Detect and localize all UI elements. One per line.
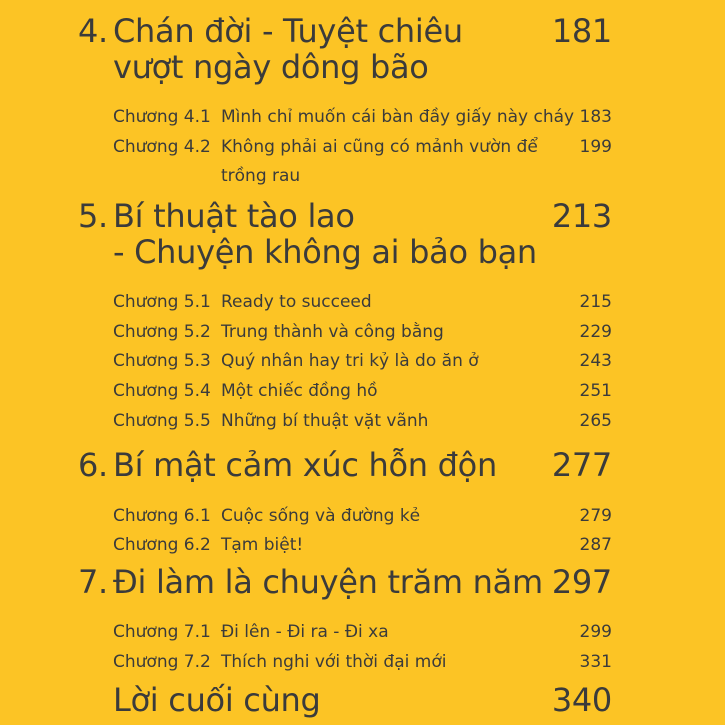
chapter-title: Cuộc sống và đường kẻ (221, 506, 421, 526)
part-page-number: 213 (551, 197, 612, 235)
chapter-label: Chương 7.1 (113, 622, 211, 642)
part-number: 6. (78, 446, 108, 484)
chapter-title: Một chiếc đồng hồ (221, 381, 378, 401)
chapter-page-number: 265 (579, 411, 612, 431)
chapter-page-number: 279 (579, 506, 612, 526)
chapter-label: Chương 5.4 (113, 381, 211, 401)
chapter-label: Chương 5.3 (113, 351, 211, 371)
epilogue-page-number: 340 (551, 681, 612, 719)
chapter-title: Tạm biệt! (221, 535, 304, 555)
chapter-title: Ready to succeed (221, 292, 372, 312)
part-page-number: 181 (551, 12, 612, 50)
chapter-page-number: 251 (579, 381, 612, 401)
chapter-label: Chương 7.2 (113, 652, 211, 672)
chapter-title: Mình chỉ muốn cái bàn đầy giấy này cháy (221, 107, 575, 127)
part-number: 4. (78, 12, 108, 50)
part-number: 7. (78, 563, 108, 601)
part-title-line2: vượt ngày dông bão (113, 48, 429, 86)
chapter-title: Quý nhân hay tri kỷ là do ăn ở (221, 351, 479, 371)
chapter-page-number: 243 (579, 351, 612, 371)
chapter-page-number: 183 (579, 107, 612, 127)
part-title: Bí thuật tào lao (113, 197, 355, 235)
part-title-line2: - Chuyện không ai bảo bạn (113, 233, 537, 271)
chapter-label: Chương 5.1 (113, 292, 211, 312)
chapter-title: Đi lên - Đi ra - Đi xa (221, 622, 389, 642)
epilogue-title: Lời cuối cùng (113, 681, 321, 719)
part-number: 5. (78, 197, 108, 235)
chapter-title: Không phải ai cũng có mảnh vườn để (221, 137, 538, 157)
chapter-page-number: 215 (579, 292, 612, 312)
chapter-page-number: 229 (579, 322, 612, 342)
chapter-label: Chương 4.2 (113, 137, 211, 157)
chapter-label: Chương 5.2 (113, 322, 211, 342)
part-page-number: 297 (551, 563, 612, 601)
chapter-label: Chương 6.2 (113, 535, 211, 555)
part-title: Chán đời - Tuyệt chiêu (113, 12, 463, 50)
chapter-title: Trung thành và công bằng (221, 322, 444, 342)
chapter-page-number: 199 (579, 137, 612, 157)
chapter-label: Chương 6.1 (113, 506, 211, 526)
part-title: Đi làm là chuyện trăm năm (113, 563, 543, 601)
chapter-page-number: 287 (579, 535, 612, 555)
part-page-number: 277 (551, 446, 612, 484)
chapter-title: Thích nghi với thời đại mới (221, 652, 447, 672)
chapter-title-line2: trồng rau (221, 166, 301, 186)
chapter-page-number: 331 (579, 652, 612, 672)
chapter-label: Chương 4.1 (113, 107, 211, 127)
chapter-label: Chương 5.5 (113, 411, 211, 431)
part-title: Bí mật cảm xúc hỗn độn (113, 446, 497, 484)
chapter-title: Những bí thuật vặt vãnh (221, 411, 429, 431)
chapter-page-number: 299 (579, 622, 612, 642)
